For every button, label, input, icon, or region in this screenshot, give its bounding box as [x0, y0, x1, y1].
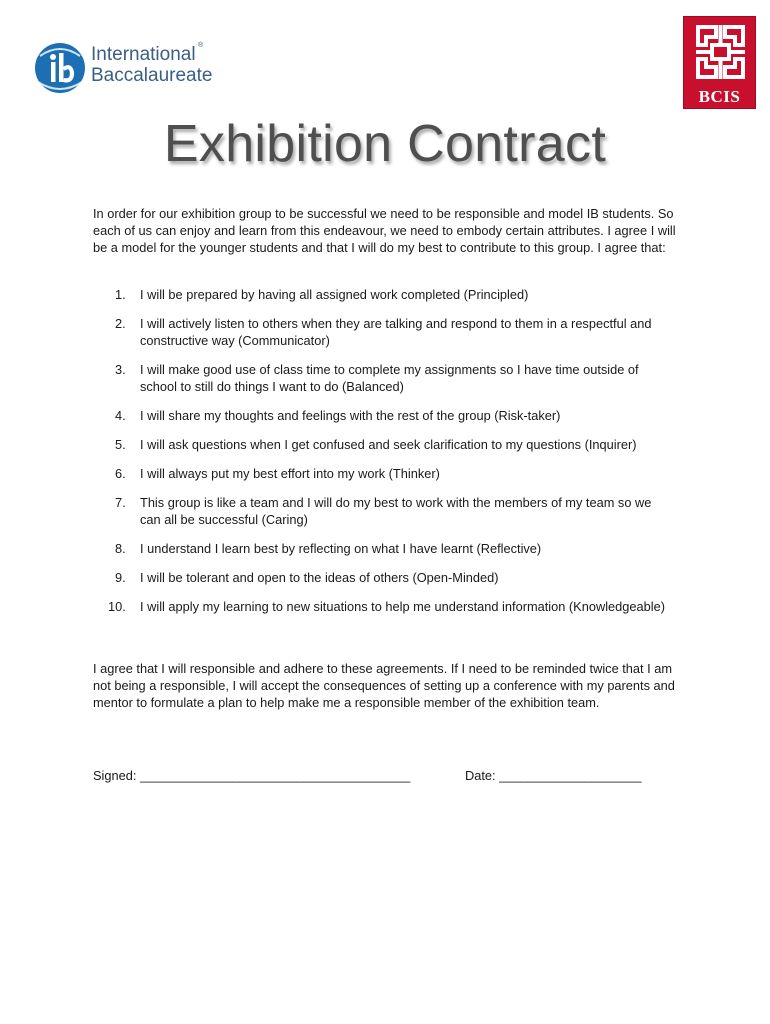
bcis-wordmark: BCIS — [698, 87, 741, 106]
closing-paragraph: I agree that I will responsible and adhere to these agreements. If I need to be reminded twice that I am not being a responsible, I will accept the consequences of setting up a conference with my parents and mentor to formulate a plan to help make me a responsible member of the exhibition team. — [93, 661, 675, 710]
signed-line[interactable]: Signed: ______________________________________ — [93, 768, 411, 783]
agreement-number: 5. — [115, 437, 126, 452]
bcis-logo — [683, 16, 756, 109]
agreement-number: 9. — [115, 570, 126, 585]
ib-name-line1: International — [91, 44, 196, 65]
date-line[interactable]: Date: ____________________ — [465, 768, 642, 783]
agreement-text: I will share my thoughts and feelings with the rest of the group (Risk-taker) — [140, 408, 561, 423]
agreement-item — [93, 407, 673, 424]
agreement-text: I will be prepared by having all assigned work completed (Principled) — [140, 287, 529, 302]
agreement-number: 4. — [115, 408, 126, 423]
agreement-item — [93, 315, 673, 349]
agreement-item — [93, 465, 673, 482]
agreement-number: 3. — [115, 362, 126, 377]
page-title: Exhibition Contract — [163, 115, 607, 173]
agreements-list — [93, 286, 673, 627]
agreement-item — [93, 286, 673, 303]
agreement-item — [93, 569, 673, 586]
agreement-text: I will always put my best effort into my work (Thinker) — [140, 466, 440, 481]
agreement-number: 6. — [115, 466, 126, 481]
agreement-item — [93, 361, 673, 395]
agreement-item — [93, 540, 673, 557]
agreement-text: I will apply my learning to new situations to help me understand information (Knowledgeable) — [140, 599, 665, 614]
agreement-item — [93, 598, 673, 615]
registered-mark: ® — [198, 42, 204, 49]
agreement-text: I will actively listen to others when they are talking and respond to them in a respectful and constructive way (Communicator) — [140, 316, 652, 348]
ib-globe-icon — [34, 42, 86, 94]
agreement-text: I will be tolerant and open to the ideas of others (Open-Minded) — [140, 570, 499, 585]
agreement-number: 8. — [115, 541, 126, 556]
agreement-text: I will make good use of class time to complete my assignments so I have time outside of school to still do things I want to do (Balanced) — [140, 362, 639, 394]
agreement-number: 10. — [108, 599, 126, 614]
agreement-item — [93, 436, 673, 453]
agreement-item — [93, 494, 673, 528]
agreement-text: This group is like a team and I will do my best to work with the members of my team so we can all be successful (Caring) — [140, 495, 652, 527]
signature-row — [93, 767, 713, 784]
ib-wordmark — [91, 44, 212, 86]
ib-logo — [34, 40, 214, 96]
agreement-number: 2. — [115, 316, 126, 331]
agreement-number: 7. — [115, 495, 126, 510]
agreement-text: I understand I learn best by reflecting on what I have learnt (Reflective) — [140, 541, 542, 556]
agreement-text: I will ask questions when I get confused and seek clarification to my questions (Inquirer) — [140, 437, 637, 452]
intro-paragraph: In order for our exhibition group to be successful we need to be responsible and model IB students. So each of us can enjoy and learn from this endeavour, we need to embody certain attributes. I agree I will be a model for the younger students and that I will do my best to contribute to this group. I agree that: — [93, 206, 676, 255]
bcis-knot-emblem-icon — [694, 23, 747, 81]
agreement-number: 1. — [115, 287, 126, 302]
ib-name-line2: Baccalaureate — [91, 65, 213, 86]
